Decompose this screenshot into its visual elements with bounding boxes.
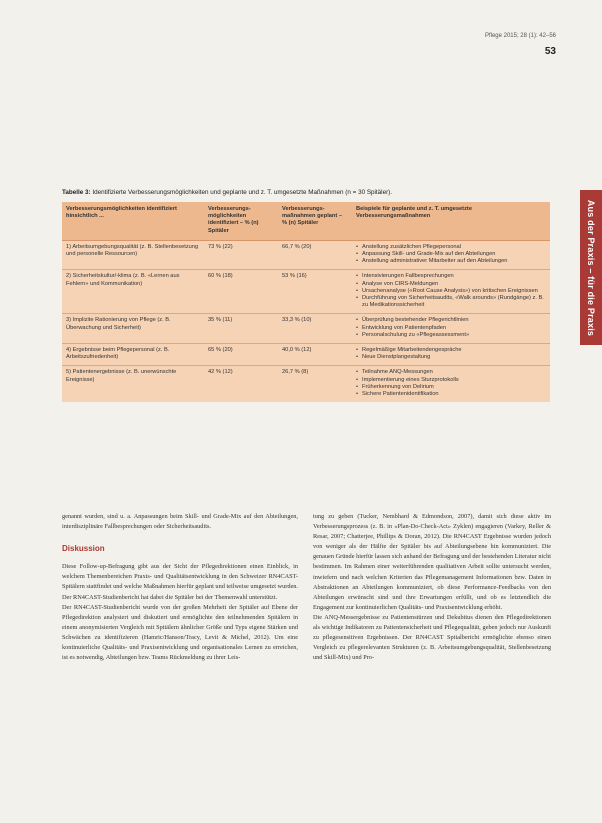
cell-planned: 26,7 % (8)	[282, 369, 309, 376]
cell-area: 2) Sicherheitskultur/-klima (z. B. «Lernen aus Fehlern» und Kommunikation)	[62, 270, 204, 314]
list-item: • Regelmäßige Mitarbeitendengespräche	[356, 347, 546, 354]
body-paragraph: Die ANQ-Messergebnisse zu Patientenstürzen und Dekubitus dienen den Pflegedirektionen als wichtige Indikatoren zu Patientensicherheit und Pflegequalität, geben jedoch nur Auskunft zu pflegesensitiven Ergebnissen. Der RN4CAST Spitalbericht ermöglichte ebenso einen Vergleich zu pflegerelevanten Strukturen (z. B. Arbeitsumgebungsqualität, Stellenbesetzung und Skill-Mix) und Pro-	[313, 613, 551, 662]
cell-area: 1) Arbeitsumgebungsqualität (z. B. Stellenbesetzung und personelle Ressourcen)	[62, 240, 204, 270]
list-item: • Anstellung administrativer Mitarbeiter auf den Abteilungen	[356, 258, 546, 265]
list-item: • Analyse von CIRS-Meldungen	[356, 281, 546, 288]
cell-area: 4) Ergebnisse beim Pflegepersonal (z. B. Arbeitszufriedenheit)	[62, 344, 204, 366]
table-row	[62, 314, 550, 344]
body-paragraph: tung zu geben (Tucker, Nembhard & Edmondson, 2007), damit sich diese aktiv im Verbesserungsprozess (z. B. in «Plan-Do-Check-Act» Zyklen) engagieren (Varkey, Reller & Resar, 2007; Chatterjee, Phillips & Doran, 2012). Die RN4CAST Ergebnisse wurden jedoch von weniger als der Hälfte der Spitäler bis auf Abteilungsebene hin kommuniziert. Die genauen Gründe hierfür lassen sich anhand der Befragung und der bestehenden Literatur nicht bestimmen. Im Rahmen einer weiterführenden qualitativen Arbeit sollte untersucht werden, inwiefern und nach welchen Kriterien das Pflegemanagement Informationen bzw. Daten in Abstraktionen an Abteilungen kommuniziert, ob diese Performance-Feedbacks von den Abteilungen erwünscht sind und ihre Erwartungen erfüllt, und ob es letztendlich die Engagement zur kontinuierlichen Qualitäts- und Praxisentwicklung erhöht.	[313, 513, 551, 611]
body-paragraph: Der RN4CAST-Studienbericht wurde von der großen Mehrheit der Spitäler auf Ebene der Pflegedirektion analysiert und diskutiert und ermöglichte den teilnehmenden Spitälern in einem anonymisierten Vergleich mit Spitälern ähnlicher Größe und Typs eigene Stärken und Schwächen zu identifizieren (Hamric/Hanson/Tracy, Levit & Michel, 2012). Um eine kontinuierliche Qualitäts- und Praxisentwicklung und organisationales Lernen zu erreichen, ist es notwendig, Abteilungen bzw. Teams Rückmeldung zu ihrer Leis-	[62, 603, 298, 662]
table-row	[62, 344, 550, 366]
list-item: • Implementierung eines Sturzprotokolls	[356, 377, 546, 384]
header-examples: Beispiele für geplante und z. T. umgesetzte Verbesserungsmaßnahmen	[352, 202, 550, 240]
list-item: • Überprüfung bestehender Pflegerichtlinien	[356, 317, 546, 324]
section-side-tab	[580, 190, 602, 345]
cell-planned: 40,0 % (12)	[278, 344, 352, 366]
list-item: • Früherkennung von Delirium	[356, 384, 546, 391]
list-item: • Teilnahme ANQ-Messungen	[356, 369, 546, 376]
cell-identified: 60 % (18)	[204, 270, 278, 314]
cell-area: 3) Implizite Rationierung von Pflege (z. B. Überwachung und Sicherheit)	[62, 314, 204, 344]
list-item: • Intensivierungen Fallbesprechungen	[356, 273, 546, 280]
body-paragraph: Diese Follow-up-Befragung gibt aus der Sicht der Pflegedirektionen einen Einblick, in welchem Themenbereichen Praxis- und Qualitätsentwicklung in den Schweizer RN4CAST-Spitälern stattfindet und welche Maßnahmen hierfür geplant und teilweise umgesetzt wurden. Der RN4CAST-Studienbericht hat dabei die Spitäler bei der Themenwahl unterstützt.	[62, 563, 298, 601]
cell-planned: 33,3 % (10)	[278, 314, 352, 344]
header-identified: Verbesserungs-möglichkeiten identifiziert – % (n) Spitäler	[204, 202, 278, 240]
table-header-row	[62, 202, 550, 240]
cell-examples	[352, 270, 550, 314]
table-row	[62, 366, 550, 402]
cell-examples	[352, 314, 550, 344]
list-item: • Personalschulung zu «Pflegeassessment»	[356, 332, 546, 339]
cell-identified: 73 % (22)	[204, 240, 278, 270]
page-number: 53	[544, 46, 556, 57]
cell-identified: 65 % (20)	[204, 344, 278, 366]
cell-planned: 66,7 % (20)	[278, 240, 352, 270]
header-planned: Verbesserungs-maßnahmen geplant – % (n) Spitäler	[278, 202, 352, 240]
cell-area: 5) Patientenergebnisse (z. B. unerwünschte Ereignisse)	[66, 369, 177, 383]
cell-examples	[352, 344, 550, 366]
cell-examples	[352, 366, 550, 402]
left-text-column	[62, 512, 298, 663]
list-item: • Durchführung von Sicherheitsaudits, «Walk arounds» (Rundgänge) z. B. zu Medikationssicherheit	[356, 295, 546, 309]
table-caption-number: Tabelle 3:	[62, 189, 91, 196]
list-item: • Neue Dienstplangestaltung	[356, 354, 546, 361]
cell-examples	[352, 240, 550, 270]
right-text-column	[313, 512, 551, 663]
list-item: • Anstellung zusätzlichen Pflegepersonal	[356, 244, 546, 251]
side-tab-label: Aus der Praxis – für die Praxis	[586, 199, 597, 336]
list-item: • Sichere Patientenidentifikation	[356, 391, 546, 398]
table-caption-text: Identifizierte Verbesserungsmöglichkeiten und geplante und z. T. umgesetzte Maßnahmen (n = 30 Spitäler).	[92, 189, 393, 196]
cell-identified: 35 % (11)	[204, 314, 278, 344]
section-heading-discussion: Diskussion	[62, 544, 105, 554]
list-item: • Ursachenanalyse («Root Cause Analysis») von kritischen Ereignissen	[356, 288, 546, 295]
body-paragraph: genannt wurden, sind u. a. Anpassungen beim Skill- und Grade-Mix auf den Abteilungen, interdisziplinäre Fallbesprechungen oder Sicherheitsaudits.	[62, 513, 298, 531]
table-row	[62, 240, 550, 270]
table-caption	[62, 189, 552, 196]
improvement-table	[62, 202, 550, 402]
list-item: • Entwicklung von Patientenpfaden	[356, 325, 546, 332]
table-row	[62, 270, 550, 314]
cell-planned: 53 % (16)	[278, 270, 352, 314]
journal-reference: Pflege 2015; 28 (1): 42–56	[484, 33, 556, 39]
list-item: • Anpassung Skill- und Grade-Mix auf den Abteilungen	[356, 251, 546, 258]
cell-identified: 42 % (12)	[208, 369, 233, 376]
header-area: Verbesserungsmöglichkeiten identifiziert hinsichtlich ...	[62, 202, 204, 240]
